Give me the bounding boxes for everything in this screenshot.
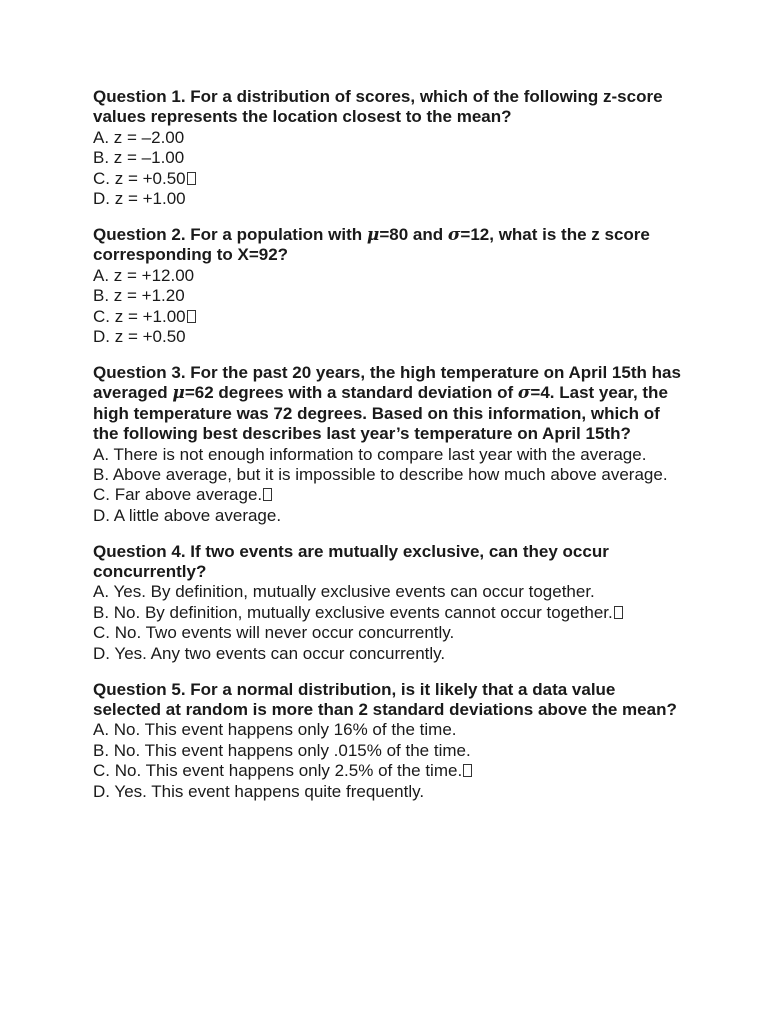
question-3-option-d: D. A little above average. bbox=[93, 505, 282, 525]
answer-mark-icon bbox=[614, 606, 623, 619]
mu-symbol: μ bbox=[172, 383, 185, 404]
question-5-option-d: D. Yes. This event happens quite frequently. bbox=[93, 781, 425, 801]
question-5-option-c: C. No. This event happens only 2.5% of the time. bbox=[93, 761, 683, 781]
question-5-option-b: B. No. This event happens only .015% of the time. bbox=[93, 740, 471, 760]
sigma-symbol: σ bbox=[447, 224, 461, 245]
question-2 bbox=[93, 225, 683, 347]
question-3 bbox=[93, 363, 683, 526]
answer-mark-icon bbox=[187, 172, 196, 185]
question-4-text: Question 4. If two events are mutually exclusive, can they occur concurrently? bbox=[93, 541, 609, 582]
quiz-document bbox=[93, 87, 683, 818]
question-2-option-b: B. z = +1.20 bbox=[93, 286, 185, 306]
question-5 bbox=[93, 680, 683, 802]
answer-mark-icon bbox=[187, 310, 196, 323]
question-3-option-a: A. There is not enough information to compare last year with the average. bbox=[93, 444, 647, 464]
question-5-text: Question 5. For a normal distribution, is it likely that a data value selected at random is more than 2 standard deviations above the mean? bbox=[93, 679, 677, 719]
question-5-option-a: A. No. This event happens only 16% of the time. bbox=[93, 720, 457, 740]
question-1-option-b: B. z = –1.00 bbox=[93, 148, 185, 168]
question-2-option-c: C. z = +1.00 bbox=[93, 307, 683, 327]
mu-symbol: μ bbox=[366, 224, 380, 245]
question-1-option-d: D. z = +1.00 bbox=[93, 189, 186, 209]
question-4-option-b: B. No. By definition, mutually exclusive events cannot occur together. bbox=[93, 603, 683, 623]
answer-mark-icon bbox=[263, 488, 272, 501]
question-1 bbox=[93, 87, 683, 209]
question-4 bbox=[93, 542, 683, 664]
question-4-option-d: D. Yes. Any two events can occur concurrently. bbox=[93, 643, 446, 663]
question-3-option-b: B. Above average, but it is impossible to describe how much above average. bbox=[93, 464, 668, 484]
question-2-option-a: A. z = +12.00 bbox=[93, 265, 195, 285]
question-2-option-d: D. z = +0.50 bbox=[93, 326, 186, 346]
question-3-text: Question 3. For the past 20 years, the high temperature on April 15th has averaged μ=62 degrees with a standard deviation of σ=4. Last year, the high temperature was 72 degrees. Based on this information, which of the following best describes last year’s temperature on April 15th? bbox=[93, 362, 681, 444]
question-2-text: Question 2. For a population with μ=80 and σ=12, what is the z score corresponding to X=92? bbox=[93, 224, 650, 265]
answer-mark-icon bbox=[463, 764, 472, 777]
question-1-option-a: A. z = –2.00 bbox=[93, 127, 185, 147]
question-3-option-c: C. Far above average. bbox=[93, 485, 683, 505]
question-1-option-c: C. z = +0.50 bbox=[93, 169, 683, 189]
question-4-option-a: A. Yes. By definition, mutually exclusive events can occur together. bbox=[93, 582, 595, 602]
question-1-text: Question 1. For a distribution of scores, which of the following z-score values represents the location closest to the mean? bbox=[93, 87, 663, 127]
sigma-symbol: σ bbox=[517, 383, 531, 404]
question-4-option-c: C. No. Two events will never occur concurrently. bbox=[93, 623, 455, 643]
